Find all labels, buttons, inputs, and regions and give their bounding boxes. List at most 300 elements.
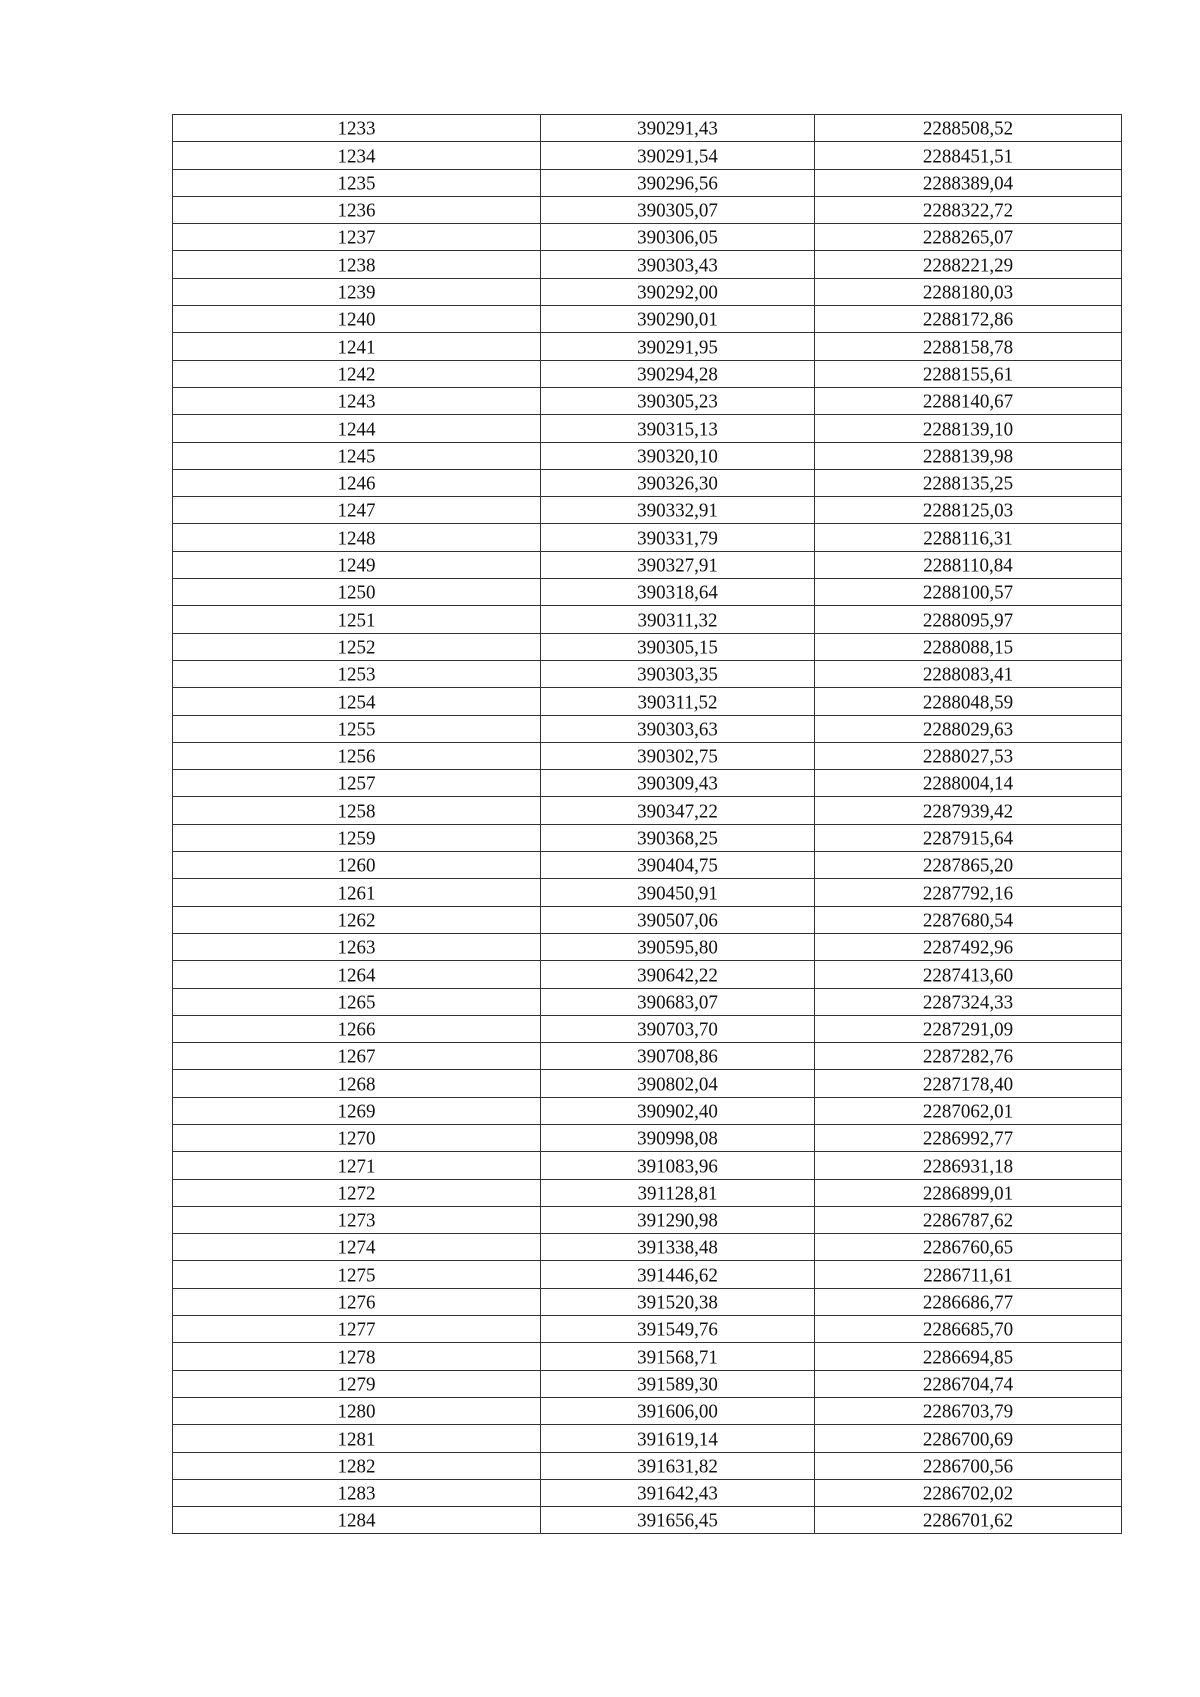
- table-row: [173, 333, 1122, 360]
- point-number-text: 1276: [337, 1291, 376, 1314]
- point-number-text: 1249: [337, 554, 376, 577]
- x-coordinate-text: 390290,01: [637, 308, 718, 332]
- x-coordinate-text: 390326,30: [637, 472, 718, 496]
- x-coordinate-text: 391446,62: [637, 1264, 718, 1287]
- point-number-text: 1247: [337, 499, 376, 523]
- y-coordinate-cell: [815, 1043, 1122, 1070]
- x-coordinate-cell: [541, 1343, 815, 1370]
- point-number-text: 1258: [337, 799, 376, 823]
- x-coordinate-text: 390305,15: [637, 636, 718, 659]
- x-coordinate-text: 390305,23: [637, 390, 718, 414]
- point-number-cell: [173, 770, 541, 797]
- y-coordinate-cell: [815, 1261, 1122, 1288]
- y-coordinate-cell: [815, 852, 1122, 879]
- table-row: [173, 1316, 1122, 1343]
- point-number-text: 1274: [337, 1236, 376, 1260]
- y-coordinate-text: 2287492,96: [922, 936, 1014, 960]
- point-number-cell: [173, 333, 541, 360]
- point-number-text: 1271: [337, 1154, 376, 1178]
- point-number-cell: [173, 1124, 541, 1151]
- point-number-cell: [173, 306, 541, 333]
- point-number-text: 1241: [337, 335, 376, 359]
- x-coordinate-cell: [541, 715, 815, 742]
- x-coordinate-cell: [541, 933, 815, 960]
- point-number-text: 1267: [337, 1045, 376, 1069]
- point-number-cell: [173, 742, 541, 769]
- y-coordinate-text: 2288265,07: [922, 226, 1014, 250]
- point-number-cell: [173, 579, 541, 606]
- table-row: [173, 1370, 1122, 1397]
- point-number-text: 1280: [337, 1400, 376, 1424]
- table-row: [173, 1452, 1122, 1479]
- x-coordinate-cell: [541, 1124, 815, 1151]
- point-number-text: 1273: [337, 1209, 376, 1233]
- y-coordinate-cell: [815, 1479, 1122, 1506]
- x-coordinate-cell: [541, 852, 815, 879]
- x-coordinate-text: 391083,96: [637, 1154, 718, 1178]
- y-coordinate-cell: [815, 442, 1122, 469]
- x-coordinate-cell: [541, 524, 815, 551]
- x-coordinate-cell: [541, 442, 815, 469]
- y-coordinate-text: 2286686,77: [922, 1291, 1014, 1314]
- table-row: [173, 1507, 1122, 1534]
- table-row: [173, 770, 1122, 797]
- point-number-cell: [173, 906, 541, 933]
- point-number-cell: [173, 1343, 541, 1370]
- y-coordinate-text: 2288508,52: [922, 117, 1014, 141]
- point-number-text: 1256: [337, 745, 376, 769]
- point-number-text: 1254: [337, 690, 376, 714]
- y-coordinate-text: 2288389,04: [922, 172, 1014, 195]
- x-coordinate-cell: [541, 1507, 815, 1534]
- y-coordinate-cell: [815, 1015, 1122, 1042]
- x-coordinate-text: 390315,13: [637, 417, 718, 441]
- x-coordinate-text: 390296,56: [637, 172, 718, 195]
- y-coordinate-cell: [815, 1397, 1122, 1424]
- table-row: [173, 1234, 1122, 1261]
- point-number-text: 1250: [337, 581, 376, 605]
- point-number-cell: [173, 824, 541, 851]
- y-coordinate-cell: [815, 169, 1122, 196]
- table-row: [173, 387, 1122, 414]
- x-coordinate-cell: [541, 142, 815, 169]
- x-coordinate-text: 391606,00: [637, 1400, 718, 1424]
- table-row: [173, 742, 1122, 769]
- y-coordinate-cell: [815, 1452, 1122, 1479]
- y-coordinate-text: 2287680,54: [922, 909, 1014, 932]
- y-coordinate-cell: [815, 824, 1122, 851]
- x-coordinate-cell: [541, 961, 815, 988]
- y-coordinate-text: 2288158,78: [922, 335, 1014, 359]
- y-coordinate-text: 2287324,33: [922, 991, 1014, 1014]
- table-row: [173, 906, 1122, 933]
- y-coordinate-cell: [815, 579, 1122, 606]
- point-number-text: 1262: [337, 909, 376, 932]
- point-number-text: 1268: [337, 1072, 376, 1096]
- y-coordinate-cell: [815, 906, 1122, 933]
- table-row: [173, 579, 1122, 606]
- point-number-text: 1255: [337, 718, 376, 741]
- point-number-cell: [173, 660, 541, 687]
- point-number-cell: [173, 360, 541, 387]
- x-coordinate-text: 390683,07: [637, 991, 718, 1014]
- x-coordinate-text: 390998,08: [637, 1127, 718, 1151]
- y-coordinate-cell: [815, 333, 1122, 360]
- point-number-cell: [173, 988, 541, 1015]
- point-number-cell: [173, 1070, 541, 1097]
- table-row: [173, 497, 1122, 524]
- x-coordinate-cell: [541, 1206, 815, 1233]
- x-coordinate-cell: [541, 415, 815, 442]
- x-coordinate-text: 390368,25: [637, 827, 718, 850]
- point-number-cell: [173, 551, 541, 578]
- point-number-cell: [173, 442, 541, 469]
- x-coordinate-text: 391128,81: [637, 1182, 718, 1205]
- y-coordinate-cell: [815, 1152, 1122, 1179]
- point-number-text: 1269: [337, 1100, 376, 1123]
- y-coordinate-cell: [815, 797, 1122, 824]
- y-coordinate-text: 2288048,59: [922, 690, 1014, 714]
- y-coordinate-text: 2288135,25: [922, 472, 1014, 496]
- x-coordinate-cell: [541, 169, 815, 196]
- y-coordinate-cell: [815, 142, 1122, 169]
- x-coordinate-cell: [541, 633, 815, 660]
- x-coordinate-text: 390302,75: [637, 745, 718, 769]
- point-number-text: 1266: [337, 1018, 376, 1042]
- x-coordinate-text: 390320,10: [637, 445, 718, 468]
- y-coordinate-text: 2288027,53: [922, 745, 1014, 769]
- y-coordinate-text: 2287282,76: [922, 1045, 1014, 1069]
- coordinates-table-body: [173, 115, 1122, 1534]
- point-number-text: 1237: [337, 226, 376, 250]
- point-number-text: 1270: [337, 1127, 376, 1151]
- x-coordinate-text: 390902,40: [637, 1100, 718, 1123]
- table-row: [173, 688, 1122, 715]
- point-number-text: 1259: [337, 827, 376, 850]
- point-number-text: 1263: [337, 936, 376, 960]
- point-number-cell: [173, 852, 541, 879]
- x-coordinate-text: 390642,22: [637, 963, 718, 987]
- coordinates-table: [172, 114, 1122, 1534]
- point-number-cell: [173, 879, 541, 906]
- point-number-text: 1238: [337, 254, 376, 277]
- table-row: [173, 224, 1122, 251]
- table-row: [173, 251, 1122, 278]
- x-coordinate-text: 390708,86: [637, 1045, 718, 1069]
- x-coordinate-text: 390450,91: [637, 881, 718, 905]
- y-coordinate-text: 2288110,84: [923, 554, 1013, 577]
- point-number-text: 1275: [337, 1264, 376, 1287]
- point-number-cell: [173, 1452, 541, 1479]
- x-coordinate-text: 391549,76: [637, 1318, 718, 1342]
- x-coordinate-text: 390303,43: [637, 254, 718, 277]
- y-coordinate-cell: [815, 360, 1122, 387]
- x-coordinate-cell: [541, 497, 815, 524]
- y-coordinate-cell: [815, 606, 1122, 633]
- x-coordinate-cell: [541, 1234, 815, 1261]
- y-coordinate-cell: [815, 497, 1122, 524]
- y-coordinate-cell: [815, 224, 1122, 251]
- y-coordinate-text: 2288088,15: [922, 636, 1014, 659]
- y-coordinate-cell: [815, 251, 1122, 278]
- y-coordinate-text: 2286700,69: [922, 1427, 1014, 1451]
- table-row: [173, 469, 1122, 496]
- x-coordinate-cell: [541, 196, 815, 223]
- point-number-cell: [173, 169, 541, 196]
- point-number-cell: [173, 387, 541, 414]
- y-coordinate-text: 2288140,67: [922, 390, 1014, 414]
- point-number-cell: [173, 797, 541, 824]
- table-row: [173, 824, 1122, 851]
- point-number-cell: [173, 1507, 541, 1534]
- x-coordinate-text: 390404,75: [637, 854, 718, 878]
- table-row: [173, 1097, 1122, 1124]
- y-coordinate-text: 2286992,77: [922, 1127, 1014, 1151]
- x-coordinate-text: 390703,70: [637, 1018, 718, 1042]
- point-number-cell: [173, 1425, 541, 1452]
- y-coordinate-text: 2286685,70: [922, 1318, 1014, 1342]
- y-coordinate-cell: [815, 551, 1122, 578]
- table-row: [173, 1152, 1122, 1179]
- y-coordinate-text: 2288451,51: [922, 144, 1014, 168]
- y-coordinate-text: 2286899,01: [922, 1182, 1014, 1205]
- table-row: [173, 1261, 1122, 1288]
- y-coordinate-text: 2287939,42: [922, 799, 1014, 823]
- x-coordinate-text: 390311,32: [637, 608, 718, 632]
- x-coordinate-cell: [541, 469, 815, 496]
- y-coordinate-cell: [815, 1124, 1122, 1151]
- point-number-text: 1272: [337, 1182, 376, 1205]
- y-coordinate-cell: [815, 770, 1122, 797]
- y-coordinate-cell: [815, 933, 1122, 960]
- point-number-text: 1242: [337, 363, 376, 386]
- point-number-cell: [173, 961, 541, 988]
- x-coordinate-cell: [541, 988, 815, 1015]
- y-coordinate-text: 2287062,01: [922, 1100, 1014, 1123]
- y-coordinate-cell: [815, 988, 1122, 1015]
- y-coordinate-text: 2286931,18: [922, 1154, 1014, 1178]
- y-coordinate-cell: [815, 742, 1122, 769]
- x-coordinate-cell: [541, 115, 815, 142]
- point-number-cell: [173, 415, 541, 442]
- x-coordinate-text: 391338,48: [637, 1236, 718, 1260]
- x-coordinate-text: 390311,52: [637, 690, 718, 714]
- x-coordinate-cell: [541, 1452, 815, 1479]
- y-coordinate-cell: [815, 196, 1122, 223]
- table-row: [173, 797, 1122, 824]
- point-number-text: 1234: [337, 144, 376, 168]
- y-coordinate-cell: [815, 1425, 1122, 1452]
- y-coordinate-text: 2288083,41: [922, 663, 1014, 687]
- y-coordinate-text: 2288029,63: [922, 718, 1014, 741]
- x-coordinate-text: 391631,82: [637, 1455, 718, 1478]
- y-coordinate-text: 2286704,74: [922, 1373, 1014, 1396]
- table-row: [173, 415, 1122, 442]
- y-coordinate-text: 2288116,31: [923, 526, 1013, 550]
- x-coordinate-cell: [541, 797, 815, 824]
- point-number-text: 1261: [337, 881, 376, 905]
- y-coordinate-cell: [815, 961, 1122, 988]
- x-coordinate-text: 390331,79: [637, 526, 718, 550]
- x-coordinate-cell: [541, 660, 815, 687]
- point-number-cell: [173, 1397, 541, 1424]
- x-coordinate-text: 390294,28: [637, 363, 718, 386]
- x-coordinate-cell: [541, 1425, 815, 1452]
- x-coordinate-cell: [541, 879, 815, 906]
- x-coordinate-cell: [541, 1043, 815, 1070]
- y-coordinate-text: 2287291,09: [922, 1018, 1014, 1042]
- table-row: [173, 1179, 1122, 1206]
- y-coordinate-cell: [815, 1370, 1122, 1397]
- point-number-cell: [173, 606, 541, 633]
- table-row: [173, 169, 1122, 196]
- table-row: [173, 551, 1122, 578]
- y-coordinate-cell: [815, 1206, 1122, 1233]
- point-number-cell: [173, 497, 541, 524]
- point-number-cell: [173, 1370, 541, 1397]
- point-number-text: 1245: [337, 445, 376, 468]
- point-number-cell: [173, 1015, 541, 1042]
- x-coordinate-cell: [541, 770, 815, 797]
- table-row: [173, 278, 1122, 305]
- x-coordinate-cell: [541, 1152, 815, 1179]
- x-coordinate-cell: [541, 360, 815, 387]
- x-coordinate-cell: [541, 306, 815, 333]
- x-coordinate-cell: [541, 906, 815, 933]
- y-coordinate-cell: [815, 1070, 1122, 1097]
- x-coordinate-text: 390291,95: [637, 335, 718, 359]
- y-coordinate-text: 2288322,72: [922, 199, 1014, 223]
- point-number-cell: [173, 1479, 541, 1506]
- point-number-text: 1236: [337, 199, 376, 223]
- y-coordinate-text: 2287915,64: [922, 827, 1014, 850]
- x-coordinate-cell: [541, 387, 815, 414]
- y-coordinate-cell: [815, 306, 1122, 333]
- y-coordinate-text: 2286711,61: [923, 1264, 1013, 1287]
- point-number-cell: [173, 633, 541, 660]
- y-coordinate-cell: [815, 387, 1122, 414]
- point-number-text: 1235: [337, 172, 376, 195]
- x-coordinate-text: 391520,38: [637, 1291, 718, 1314]
- x-coordinate-cell: [541, 742, 815, 769]
- table-row: [173, 1479, 1122, 1506]
- y-coordinate-text: 2288095,97: [922, 608, 1014, 632]
- table-row: [173, 115, 1122, 142]
- point-number-cell: [173, 115, 541, 142]
- x-coordinate-cell: [541, 1179, 815, 1206]
- x-coordinate-text: 390303,35: [637, 663, 718, 687]
- point-number-text: 1257: [337, 772, 376, 796]
- y-coordinate-cell: [815, 688, 1122, 715]
- y-coordinate-cell: [815, 1507, 1122, 1534]
- y-coordinate-text: 2286701,62: [922, 1509, 1014, 1533]
- point-number-cell: [173, 1261, 541, 1288]
- x-coordinate-text: 390595,80: [637, 936, 718, 960]
- point-number-text: 1283: [337, 1482, 376, 1506]
- y-coordinate-text: 2288100,57: [922, 581, 1014, 605]
- x-coordinate-text: 391656,45: [637, 1509, 718, 1533]
- x-coordinate-cell: [541, 278, 815, 305]
- y-coordinate-cell: [815, 1316, 1122, 1343]
- x-coordinate-cell: [541, 1015, 815, 1042]
- y-coordinate-text: 2286703,79: [922, 1400, 1014, 1424]
- point-number-text: 1253: [337, 663, 376, 687]
- y-coordinate-cell: [815, 278, 1122, 305]
- point-number-cell: [173, 469, 541, 496]
- y-coordinate-cell: [815, 1179, 1122, 1206]
- x-coordinate-text: 391589,30: [637, 1373, 718, 1396]
- point-number-text: 1233: [337, 117, 376, 141]
- y-coordinate-text: 2287178,40: [922, 1072, 1014, 1096]
- y-coordinate-text: 2288221,29: [922, 254, 1014, 277]
- table-row: [173, 196, 1122, 223]
- point-number-text: 1282: [337, 1455, 376, 1478]
- y-coordinate-cell: [815, 1343, 1122, 1370]
- table-row: [173, 1015, 1122, 1042]
- point-number-cell: [173, 1206, 541, 1233]
- x-coordinate-cell: [541, 551, 815, 578]
- x-coordinate-text: 391568,71: [637, 1345, 718, 1369]
- point-number-cell: [173, 1179, 541, 1206]
- x-coordinate-text: 391290,98: [637, 1209, 718, 1233]
- point-number-cell: [173, 1234, 541, 1261]
- x-coordinate-text: 390303,63: [637, 718, 718, 741]
- x-coordinate-text: 390305,07: [637, 199, 718, 223]
- x-coordinate-cell: [541, 251, 815, 278]
- y-coordinate-cell: [815, 715, 1122, 742]
- x-coordinate-text: 390802,04: [637, 1072, 718, 1096]
- point-number-cell: [173, 224, 541, 251]
- point-number-text: 1260: [337, 854, 376, 878]
- table-row: [173, 852, 1122, 879]
- x-coordinate-text: 390309,43: [637, 772, 718, 796]
- x-coordinate-cell: [541, 1316, 815, 1343]
- table-row: [173, 1043, 1122, 1070]
- x-coordinate-cell: [541, 1097, 815, 1124]
- point-number-text: 1284: [337, 1509, 376, 1533]
- y-coordinate-text: 2288004,14: [922, 772, 1014, 796]
- x-coordinate-cell: [541, 224, 815, 251]
- point-number-cell: [173, 1097, 541, 1124]
- table-row: [173, 1397, 1122, 1424]
- y-coordinate-cell: [815, 524, 1122, 551]
- table-row: [173, 442, 1122, 469]
- table-row: [173, 1343, 1122, 1370]
- y-coordinate-text: 2286700,56: [922, 1455, 1014, 1478]
- table-row: [173, 1425, 1122, 1452]
- y-coordinate-cell: [815, 1097, 1122, 1124]
- point-number-text: 1240: [337, 308, 376, 332]
- y-coordinate-text: 2287413,60: [922, 963, 1014, 987]
- y-coordinate-cell: [815, 469, 1122, 496]
- point-number-text: 1243: [337, 390, 376, 414]
- table-row: [173, 606, 1122, 633]
- table-row: [173, 933, 1122, 960]
- point-number-text: 1252: [337, 636, 376, 659]
- point-number-cell: [173, 688, 541, 715]
- point-number-cell: [173, 1043, 541, 1070]
- point-number-text: 1277: [337, 1318, 376, 1342]
- x-coordinate-cell: [541, 1288, 815, 1315]
- point-number-cell: [173, 933, 541, 960]
- x-coordinate-cell: [541, 1070, 815, 1097]
- y-coordinate-cell: [815, 879, 1122, 906]
- table-row: [173, 988, 1122, 1015]
- table-row: [173, 715, 1122, 742]
- table-row: [173, 961, 1122, 988]
- point-number-cell: [173, 142, 541, 169]
- x-coordinate-text: 390318,64: [637, 581, 718, 605]
